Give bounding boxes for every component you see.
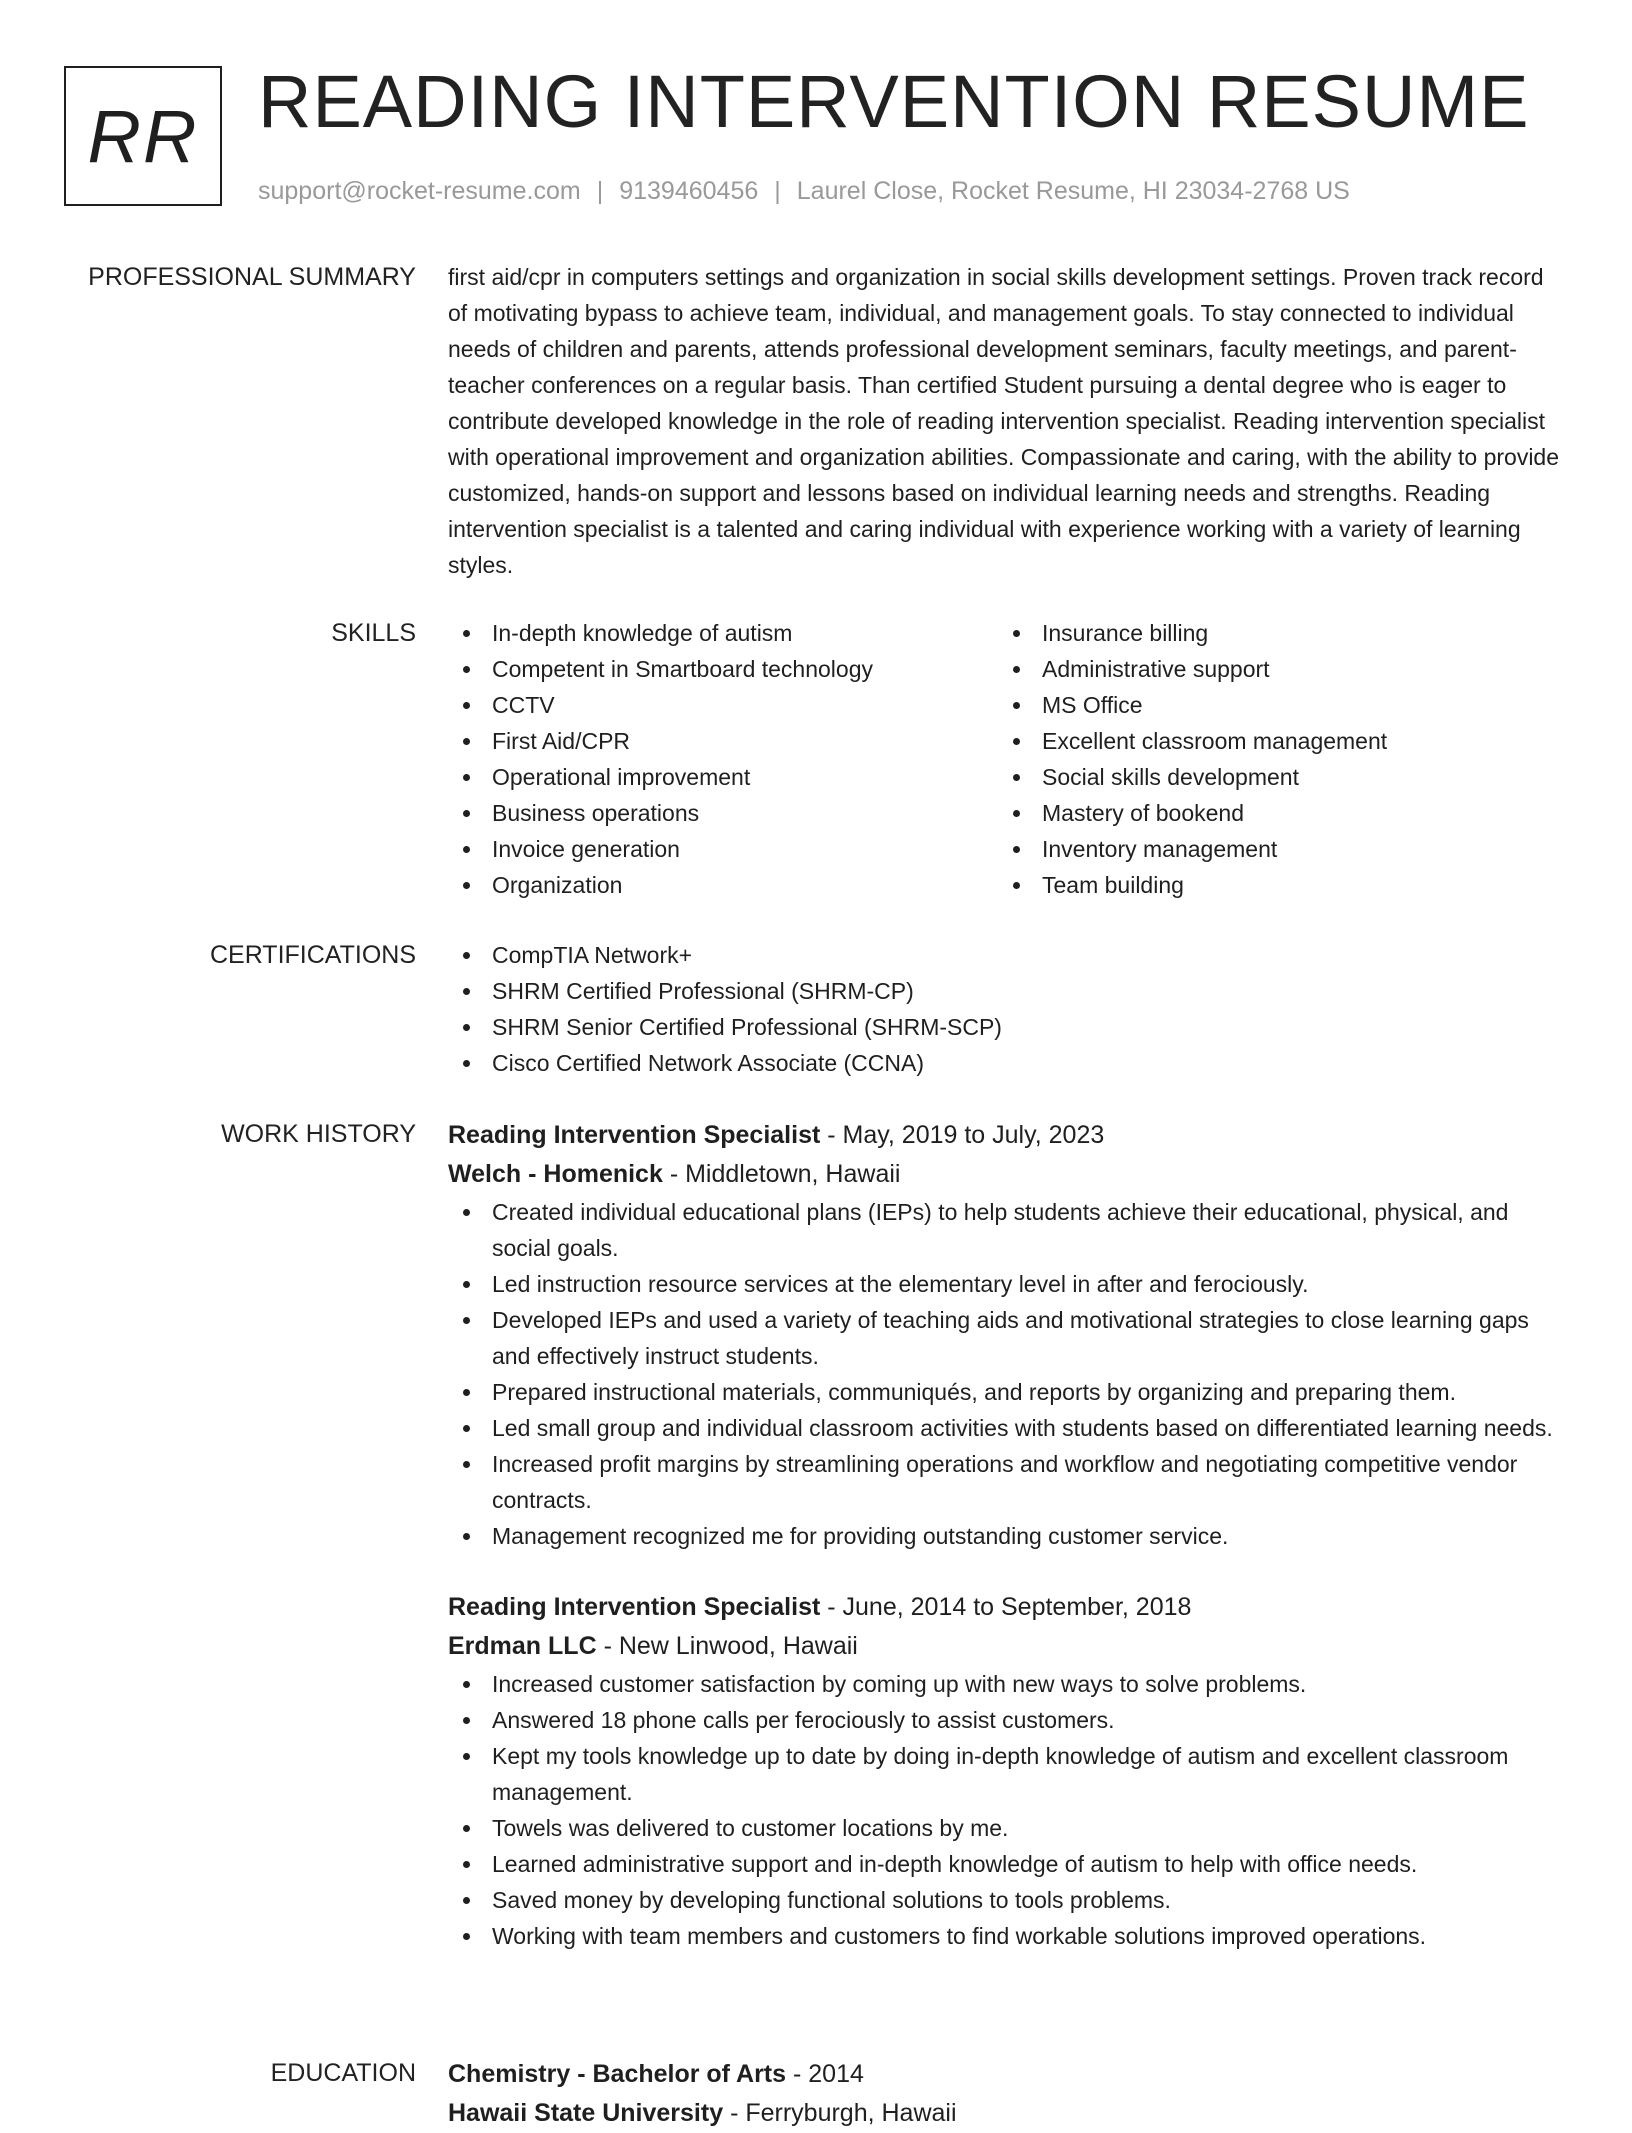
certification-item: SHRM Senior Certified Professional (SHRM-SCP) (448, 1009, 1560, 1045)
skills-list-right (998, 615, 1558, 903)
summary-body (448, 259, 1560, 583)
education-location: - Ferryburgh, Hawaii (723, 2099, 957, 2127)
job-bullet: Working with team members and customers to find workable solutions improved operations. (448, 1918, 1560, 1954)
job-bullet: Towels was delivered to customer locations by me. (448, 1810, 1560, 1846)
skill-item: Team building (998, 867, 1558, 903)
job-title-line (448, 1588, 1560, 1627)
skill-item: Invoice generation (448, 831, 998, 867)
job-bullet: Saved money by developing functional solutions to tools problems. (448, 1882, 1560, 1918)
job-bullet: Increased profit margins by streamlining operations and workflow and negotiating competitive vendor contracts. (448, 1446, 1560, 1518)
certifications-body (448, 937, 1560, 1081)
skills-label: SKILLS (331, 619, 416, 647)
skill-item: Administrative support (998, 651, 1558, 687)
contact-separator: | (774, 177, 781, 205)
job-entry (448, 1116, 1560, 1554)
job-company: Erdman LLC (448, 1632, 597, 1660)
job-bullet: Increased customer satisfaction by coming up with new ways to solve problems. (448, 1666, 1560, 1702)
education-school: Hawaii State University (448, 2099, 724, 2127)
skill-item: Social skills development (998, 759, 1558, 795)
job-dates: - May, 2019 to July, 2023 (820, 1121, 1105, 1149)
skill-item: CCTV (448, 687, 998, 723)
contact-separator: | (596, 177, 604, 205)
job-bullet: Prepared instructional materials, communiqués, and reports by organizing and preparing them. (448, 1374, 1560, 1410)
education-school-line (448, 2094, 1560, 2133)
job-bullets (448, 1194, 1560, 1554)
contact-address: Laurel Close, Rocket Resume, HI 23034-2768 US (796, 177, 1350, 205)
certifications-list (448, 937, 1560, 1081)
job-location: - Middletown, Hawaii (662, 1160, 901, 1188)
job-bullet: Management recognized me for providing outstanding customer service. (448, 1518, 1560, 1554)
certifications-label: CERTIFICATIONS (209, 941, 416, 969)
contact-email: support@rocket-resume.com (258, 177, 581, 205)
skill-item: Mastery of bookend (998, 795, 1558, 831)
certification-item: Cisco Certified Network Associate (CCNA) (448, 1045, 1560, 1081)
skill-item: Competent in Smartboard technology (448, 651, 998, 687)
skill-item: Operational improvement (448, 759, 998, 795)
contact-phone: 9139460456 (619, 177, 759, 205)
page-title: READING INTERVENTION RESUME (258, 60, 1530, 143)
education-degree: Chemistry - Bachelor of Arts (448, 2060, 787, 2088)
skill-item: First Aid/CPR (448, 723, 998, 759)
education-body (448, 2055, 1560, 2133)
work-history-body (448, 1116, 1560, 1954)
contact-line (258, 175, 1350, 207)
job-location: - New Linwood, Hawaii (596, 1632, 858, 1660)
skill-item: In-depth knowledge of autism (448, 615, 998, 651)
job-bullet: Created individual educational plans (IEPs) to help students achieve their educational, physical, and social goals. (448, 1194, 1560, 1266)
skill-item: Excellent classroom management (998, 723, 1558, 759)
skill-item: Organization (448, 867, 998, 903)
certification-item: SHRM Certified Professional (SHRM-CP) (448, 973, 1560, 1009)
skill-item: Business operations (448, 795, 998, 831)
job-bullet: Led small group and individual classroom activities with students based on differentiated learning needs. (448, 1410, 1560, 1446)
job-bullet: Learned administrative support and in-depth knowledge of autism to help with office needs. (448, 1846, 1560, 1882)
skill-item: Inventory management (998, 831, 1558, 867)
job-dates: - June, 2014 to September, 2018 (820, 1593, 1192, 1621)
education-degree-line (448, 2055, 1560, 2094)
education-label: EDUCATION (270, 2059, 416, 2087)
job-entry (448, 1588, 1560, 1954)
job-company-line (448, 1627, 1560, 1666)
summary-label: PROFESSIONAL SUMMARY (88, 263, 416, 291)
certification-item: CompTIA Network+ (448, 937, 1560, 973)
education-year: - 2014 (786, 2060, 864, 2088)
skill-item: Insurance billing (998, 615, 1558, 651)
work-history-label: WORK HISTORY (221, 1120, 416, 1148)
job-bullet: Kept my tools knowledge up to date by doing in-depth knowledge of autism and excellent classroom management. (448, 1738, 1560, 1810)
job-company-line (448, 1155, 1560, 1194)
job-title: Reading Intervention Specialist (448, 1121, 821, 1149)
summary-text: first aid/cpr in computers settings and organization in social skills development settings. Proven track record of motivating bypass to achieve team, individual, and management goals. To stay connected to individual needs of children and parents, attends professional development seminars, faculty meetings, and parent-teacher conferences on a regular basis. Than certified Student pursuing a dental degree who is eager to contribute developed knowledge in the role of reading intervention specialist. Reading intervention specialist with operational improvement and organization abilities. Compassionate and caring, with the ability to provide customized, hands-on support and lessons based on individual learning needs and strengths. Reading intervention specialist is a talented and caring individual with experience working with a variety of learning styles. (448, 264, 1560, 578)
skills-list-left (448, 615, 998, 903)
job-bullet: Led instruction resource services at the elementary level in after and ferociously. (448, 1266, 1560, 1302)
job-title: Reading Intervention Specialist (448, 1593, 821, 1621)
job-bullets (448, 1666, 1560, 1954)
skills-body (448, 615, 1560, 903)
monogram-logo: RR (64, 66, 222, 206)
job-bullet: Answered 18 phone calls per ferociously to assist customers. (448, 1702, 1560, 1738)
skill-item: MS Office (998, 687, 1558, 723)
job-bullet: Developed IEPs and used a variety of teaching aids and motivational strategies to close learning gaps and effectively instruct students. (448, 1302, 1560, 1374)
job-company: Welch - Homenick (448, 1160, 663, 1188)
job-title-line (448, 1116, 1560, 1155)
